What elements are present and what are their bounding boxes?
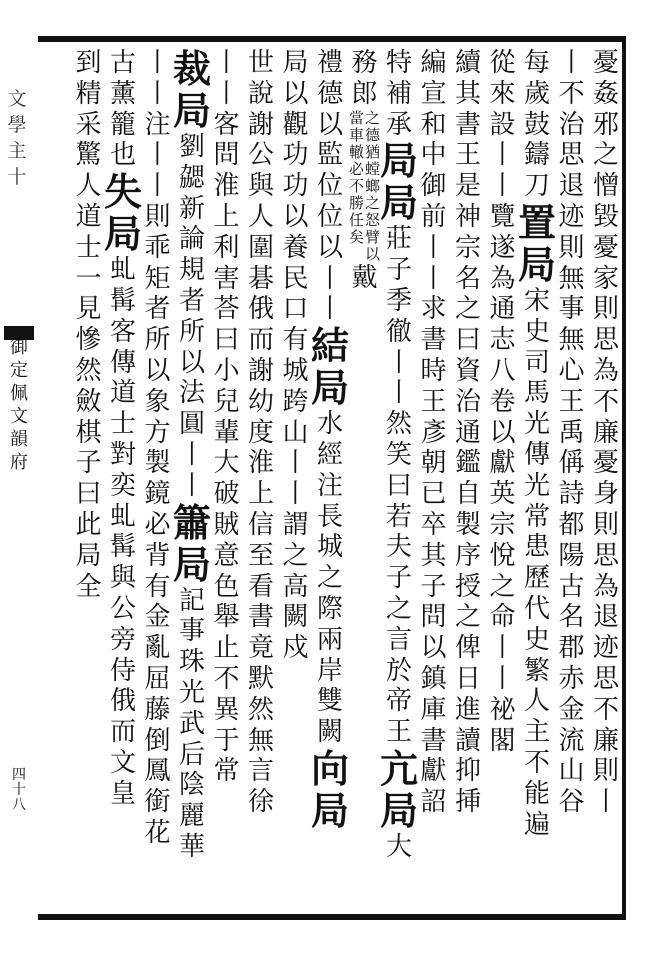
text-run: 虬髯客傳道士對奕虬髯與公旁侍俄而文皇 [109,255,136,809]
text-run: 丨丨客問淮上利害荅曰小兒輩大破賊意色舉止不異于常 [213,48,240,787]
text-column [379,48,418,910]
text-run: 劉勰新論規者所以法圓丨丨 [178,132,205,501]
text-run: 宋史司馬光傳光常患歷代史繁人主不能遍 [523,285,550,840]
text-column [451,48,485,910]
text-run: 續其書王是神宗名之曰資治通鑑自製序授之俾日進讀抑挿 [454,48,481,818]
text-column [72,48,106,910]
headword: 置局 [517,199,556,287]
page-folio-number: 四十八 [12,767,26,813]
annotation-line: 當車轍必不勝任矣 [349,108,365,246]
annotation-text [349,110,380,263]
text-run: 編宣和中御前丨丨求書時王彥朝已卒其子問以鎮庫書獻詔 [420,48,447,818]
text-column [244,48,278,910]
text-run: 莊子季徹丨丨然笑曰若夫子之言於帝王 [385,224,412,748]
text-run: 務郎 [351,48,378,109]
text-column [310,48,349,910]
text-column [141,48,175,910]
text-run: 特補承 [385,48,412,140]
text-column [486,48,520,910]
headword: 亢局 [379,745,418,833]
text-run: 口有城跨山丨丨謂之高闕戍 [282,294,309,664]
text-column [172,46,211,910]
text-run: 丨丨注丨丨則乖矩者所以象方製鏡必背 [144,48,171,571]
text-run: 丨不治思退迹則無事無心王禹偁詩都陽古名郡赤金流山谷 [558,48,585,818]
text-column [279,48,313,910]
text-run: 大 [385,831,412,862]
text-run: 禮德以監位位以丨丨 [316,48,343,325]
text-run: 古薰籠也 [109,48,136,171]
headword: 向局 [310,745,349,833]
text-run: 世說謝公與人圍碁俄而謝幼度淮上信至看書竟默然無言徐 [247,48,274,818]
headword: 局局 [379,138,418,226]
headword: 裁局 [172,46,211,133]
page-margin [0,36,38,920]
annotation-line: 之德猶螳螂之怒臂以 [365,108,381,263]
margin-top-text: 文學主十 [7,88,27,188]
text-column [348,48,382,910]
text-run: 有金亂屈藤倒鳳銜花 [144,571,171,848]
text-run: 戴 [351,262,378,293]
text-run: 到精采驚人道士一見慘然斂棋子曰此局全 [75,48,102,602]
text-run: 每歲鼓鑄刀 [523,48,550,202]
text-column [210,48,244,910]
text-run: 局以觀功功以養民 [282,48,309,294]
text-column [103,48,142,910]
margin-book-title: 御定佩文韻府 [10,337,28,473]
text-column [589,48,623,910]
text-column [517,48,556,910]
text-column [417,48,451,910]
text-run: 從來設丨丨 [489,48,516,202]
text-run: 記事珠光武后陰麗華 [178,585,205,862]
text-run: 憂姦邪之憎毀憂家則思為不廉憂身則思為退迹思不廉則丨 [592,48,619,818]
text-column [555,48,589,910]
headword: 失局 [103,169,142,257]
headword: 簫局 [172,499,211,587]
headword: 結局 [310,323,349,411]
text-run: 覽遂為通志八卷以獻英宗悅之命丨丨祕閣 [489,201,516,756]
text-run: 水經注長城之際兩岸雙闕 [316,409,343,748]
